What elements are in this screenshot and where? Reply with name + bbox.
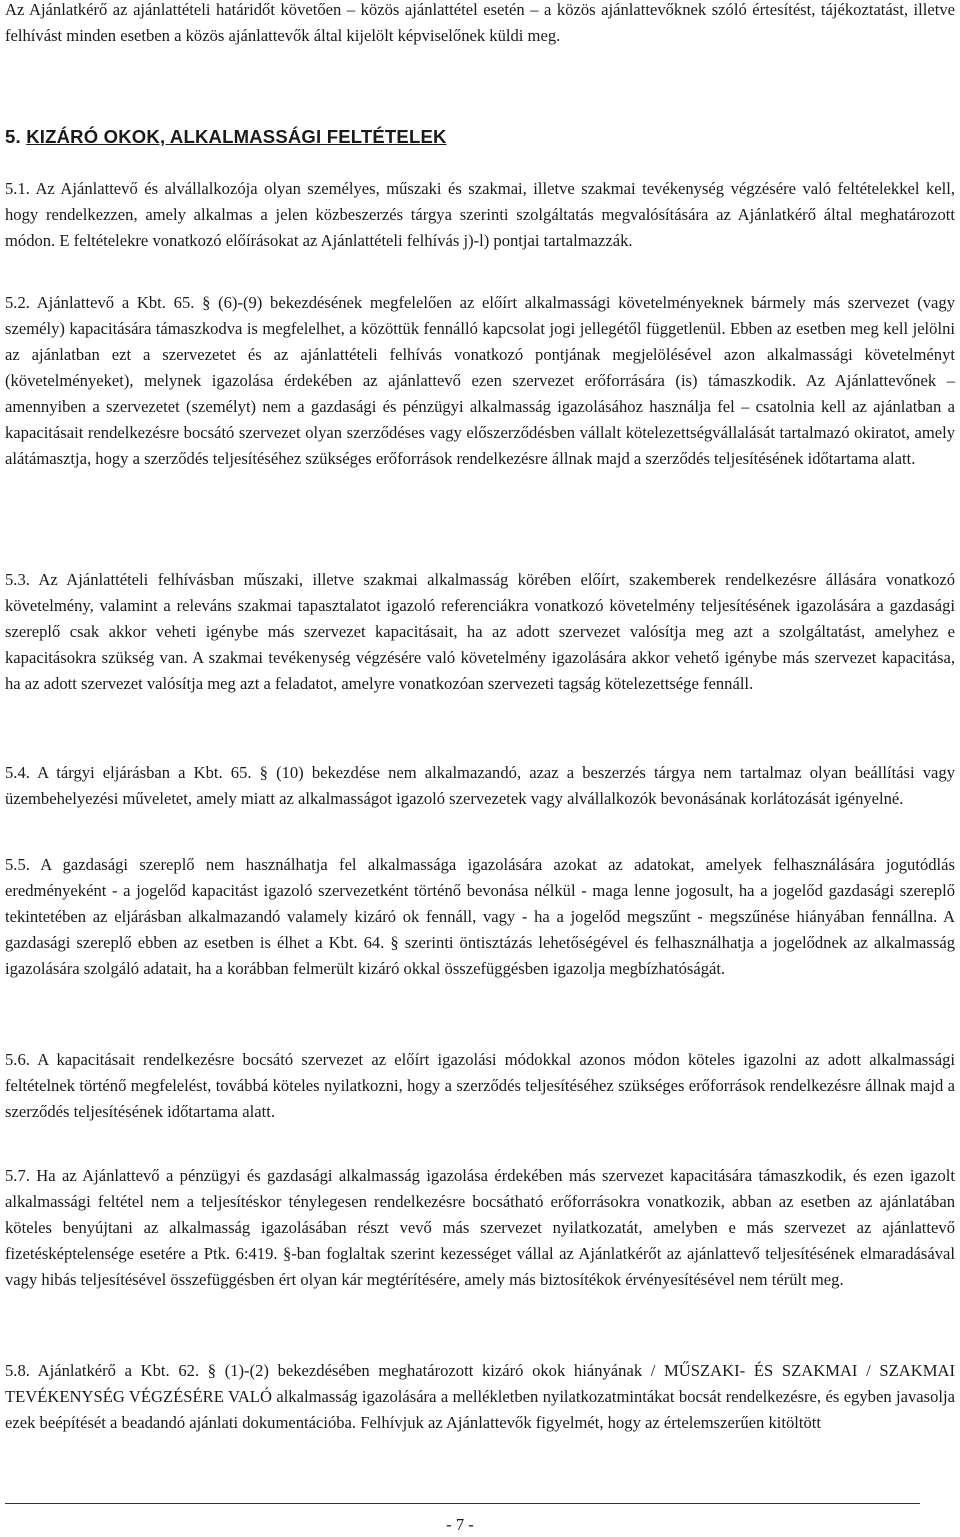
page-number: - 7 - — [446, 1515, 474, 1534]
section-number: 5. — [5, 126, 21, 147]
paragraph-5-6: 5.6. A kapacitásait rendelkezésre bocsátó szervezet az előírt igazolási módokkal azonos módon köteles igazolni az adott alkalmassági feltételnek történő megfelelést, továbbá köteles nyilatkozni, hogy a szerződés teljesítéséhez szükséges erőforrások rendelkezésre állnak majd a szerződés teljesítésének időtartama alatt. — [5, 1050, 955, 1121]
paragraph-5-5: 5.5. A gazdasági szereplő nem használhatja fel alkalmassága igazolására azokat az adatokat, amelyek felhasználására jogutódlás eredményeként - a jogelőd kapacitást igazoló szervezetként történő bevonása nélkül - maga lenne jogosult, ha a jogelőd gazdasági szereplő tekintetében az eljárásban alkalmazandó valamely kizáró ok fennáll, vagy - ha a jogelőd megszűnt - megszűnése hiányában fennállna. A gazdasági szereplő ebben az esetben is élhet a Kbt. 64. § szerinti öntisztázás lehetőségével és felhasználhatja a jogelődnek az alkalmasság igazolására szolgáló adatait, ha a korábban felmerült kizáró okkal összefüggésben igazolja megbízhatóságát. — [5, 855, 955, 978]
section-title: KIZÁRÓ OKOK, ALKALMASSÁGI FELTÉTELEK — [26, 126, 447, 147]
footer-divider — [5, 1503, 920, 1504]
intro-paragraph: Az Ajánlatkérő az ajánlattételi határidőt követően – közös ajánlattétel esetén – a közös ajánlattevőknek szóló értesítést, tájékoztatást, illetve felhívást minden esetben a közös ajánlattevők által kijelölt képviselőnek küldi meg. — [5, 0, 955, 45]
paragraph-5-8: 5.8. Ajánlatkérő a Kbt. 62. § (1)-(2) bekezdésében meghatározott kizáró okok hiányának / MŰSZAKI- ÉS SZAKMAI / SZAKMAI TEVÉKENYSÉG VÉGZÉSÉRE VALÓ alkalmasság igazolására a mellékletben nyilatkozatmintákat bocsát rendelkezésre, és egyben javasolja ezek beépítését a beadandó ajánlati dokumentációba. Felhívjuk az Ajánlattevők figyelmét, hogy az értelemszerűen kitöltött — [5, 1361, 955, 1432]
paragraph-5-2: 5.2. Ajánlattevő a Kbt. 65. § (6)-(9) bekezdésének megfelelően az előírt alkalmassági követelményeknek bármely más szervezet (vagy személy) kapacitására támaszkodva is megfelelhet, a közöttük fennálló kapcsolat jogi jellegétől függetlenül. Ebben az esetben meg kell jelölni az ajánlatban ezt a szervezetet és az ajánlattételi felhívás vonatkozó pontjának megjelölésével azon alkalmassági követelményt (követelményeket), melynek igazolása érdekében az ajánlattevő ezen szervezet erőforrására (is) támaszkodik. Az Ajánlattevőnek – amennyiben a szervezetet (személyt) nem a gazdasági és pénzügyi alkalmasság igazolásához használja fel – csatolnia kell az ajánlatban a kapacitásait rendelkezésre bocsátó szervezet olyan szerződéses vagy előszerződésben vállalt kötelezettségvállalását tartalmazó okiratot, amely alátámasztja, hogy a szerződés teljesítéséhez szükséges erőforrások rendelkezésre állnak majd a szerződés teljesítésének időtartama alatt. — [5, 293, 955, 468]
section-heading — [5, 126, 447, 148]
paragraph-5-1: 5.1. Az Ajánlattevő és alvállalkozója olyan személyes, műszaki és szakmai, illetve szakmai tevékenység végzésére való feltételekkel kell, hogy rendelkezzen, amely alkalmas a jelen közbeszerzés tárgya szerinti szolgáltatás megvalósítására az Ajánlatkérő által meghatározott módon. E feltételekre vonatkozó előírásokat az Ajánlattételi felhívás j)-l) pontjai tartalmazzák. — [5, 179, 955, 250]
paragraph-5-4: 5.4. A tárgyi eljárásban a Kbt. 65. § (10) bekezdése nem alkalmazandó, azaz a beszerzés tárgya nem tartalmaz olyan beállítási vagy üzembehelyezési műveletet, amely miatt az alkalmasságot igazoló szervezetek vagy alvállalkozók bevonásának korlátozását igényelné. — [5, 763, 955, 808]
paragraph-5-3: 5.3. Az Ajánlattételi felhívásban műszaki, illetve szakmai alkalmasság körében előírt, szakemberek rendelkezésre állására vonatkozó követelmény, valamint a releváns szakmai tapasztalatot igazoló referenciákra vonatkozó követelmény teljesítésének igazolására a gazdasági szereplő csak akkor veheti igénybe más szervezet kapacitásait, ha az adott szervezet valósítja meg azt a szolgáltatást, amelyhez e kapacitásokra szükség van. A szakmai tevékenység végzésére való követelmény igazolására akkor vehető igénybe más szervezet kapacitása, ha az adott szervezet valósítja meg azt a feladatot, amelyre vonatkozóan szervezeti tagság kötelezettsége fennáll. — [5, 570, 955, 693]
paragraph-5-7: 5.7. Ha az Ajánlattevő a pénzügyi és gazdasági alkalmasság igazolása érdekében más szervezet kapacitására támaszkodik, és ezen igazolt alkalmassági feltétel nem a teljesítéskor ténylegesen rendelkezésre bocsátható erőforrásokra vonatkozik, abban az esetben az ajánlatában köteles benyújtani az alkalmasság igazolásában részt vevő más szervezet nyilatkozatát, amelyben e más szervezet az ajánlattevő fizetésképtelensége esetére a Ptk. 6:419. §-ban foglaltak szerint kezességet vállal az Ajánlatkérőt az ajánlattevő teljesítésének elmaradásával vagy hibás teljesítésével összefüggésben ért olyan kár megtérítésére, amely más biztosítékok érvényesítésével nem térült meg. — [5, 1166, 955, 1289]
